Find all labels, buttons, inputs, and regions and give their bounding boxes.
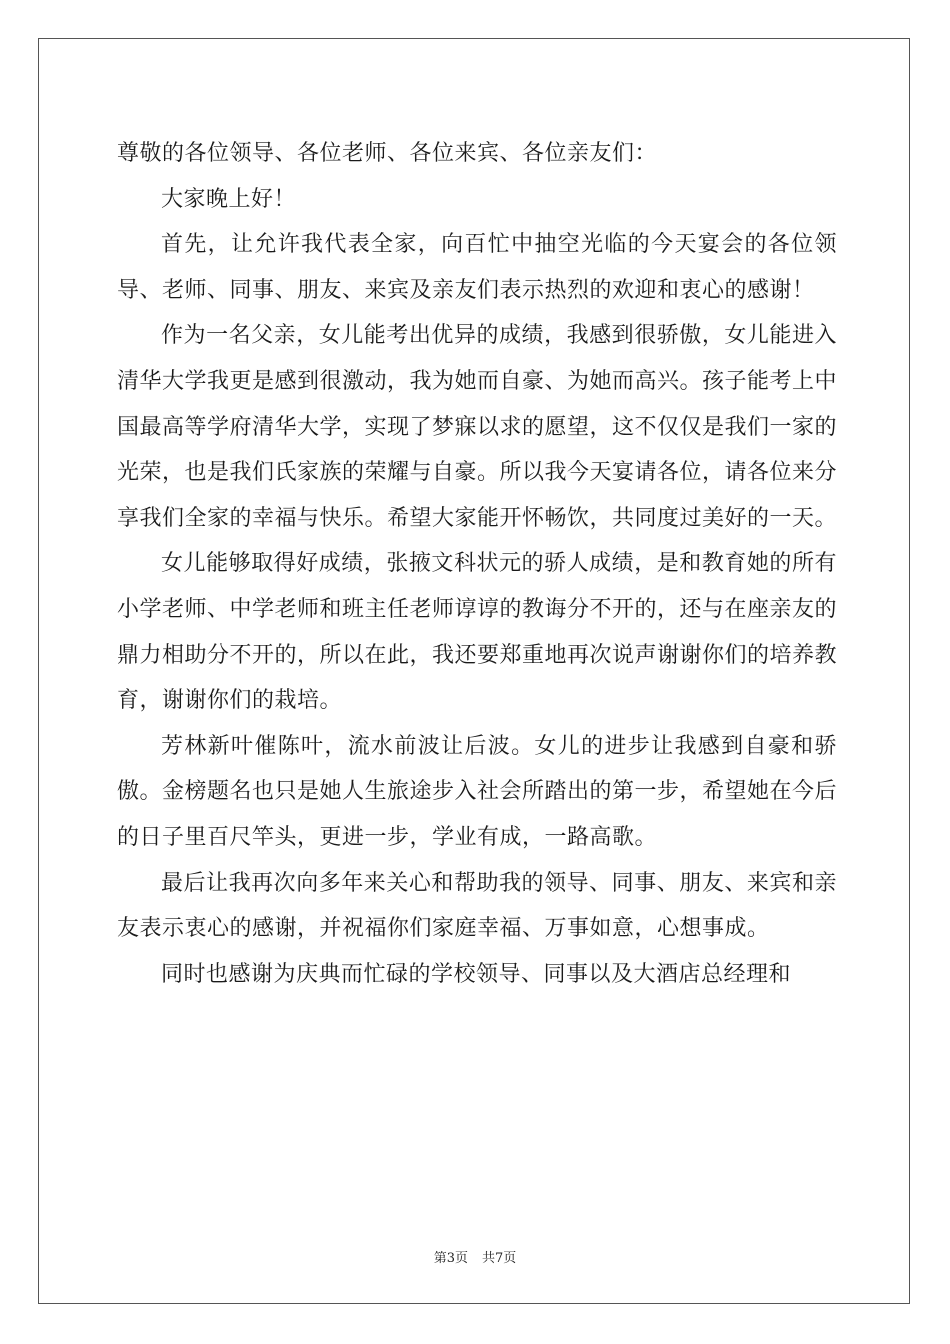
final-thanks-paragraph: 最后让我再次向多年来关心和帮助我的领导、同事、朋友、来宾和亲友表示衷心的感谢，并祝福你们家庭幸福、万事如意，心想事成。	[117, 870, 837, 942]
welcome-paragraph: 首先，让允许我代表全家，向百忙中抽空光临的今天宴会的各位领导、老师、同事、朋友、来宾及亲友们表示热烈的欢迎和衷心的感谢！	[117, 232, 837, 303]
teachers-thanks-paragraph: 女儿能够取得好成绩，张掖文科状元的骄人成绩，是和教育她的所有小学老师、中学老师和班主任老师谆谆的教诲分不开的，还与在座亲友的鼎力相助分不开的，所以在此，我还要郑重地再次说声谢谢你们的培养教育，谢谢你们的栽培。	[117, 551, 838, 714]
page-number: 第3页	[433, 1251, 468, 1266]
pride-paragraph: 作为一名父亲，女儿能考出优异的成绩，我感到很骄傲，女儿能进入清华大学我更是感到很激动，我为她而自豪、为她而高兴。孩子能考上中国最高等学府清华大学，实现了梦寐以求的愿望，这不仅仅是我们一家的光荣，也是我们氏家族的荣耀与自豪。所以我今天宴请各位，请各位来分享我们全家的幸福与快乐。希望大家能开怀畅饮，共同度过美好的一天。	[117, 323, 838, 531]
greeting-paragraph: 大家晚上好！	[161, 186, 297, 212]
page-footer	[0, 1247, 950, 1266]
page-total: 共7页	[482, 1251, 517, 1266]
document-body	[117, 131, 837, 997]
salutation-paragraph: 尊敬的各位领导、各位老师、各位来宾、各位亲友们：	[117, 141, 658, 166]
progress-paragraph: 芳林新叶催陈叶，流水前波让后波。女儿的进步让我感到自豪和骄傲。金榜题名也只是她人生旅途步入社会所踏出的第一步，希望她在今后的日子里百尺竿头，更进一步，学业有成，一路高歌。	[117, 733, 838, 850]
organizers-thanks-paragraph: 同时也感谢为庆典而忙碌的学校领导、同事以及大酒店总经理和	[161, 961, 792, 987]
